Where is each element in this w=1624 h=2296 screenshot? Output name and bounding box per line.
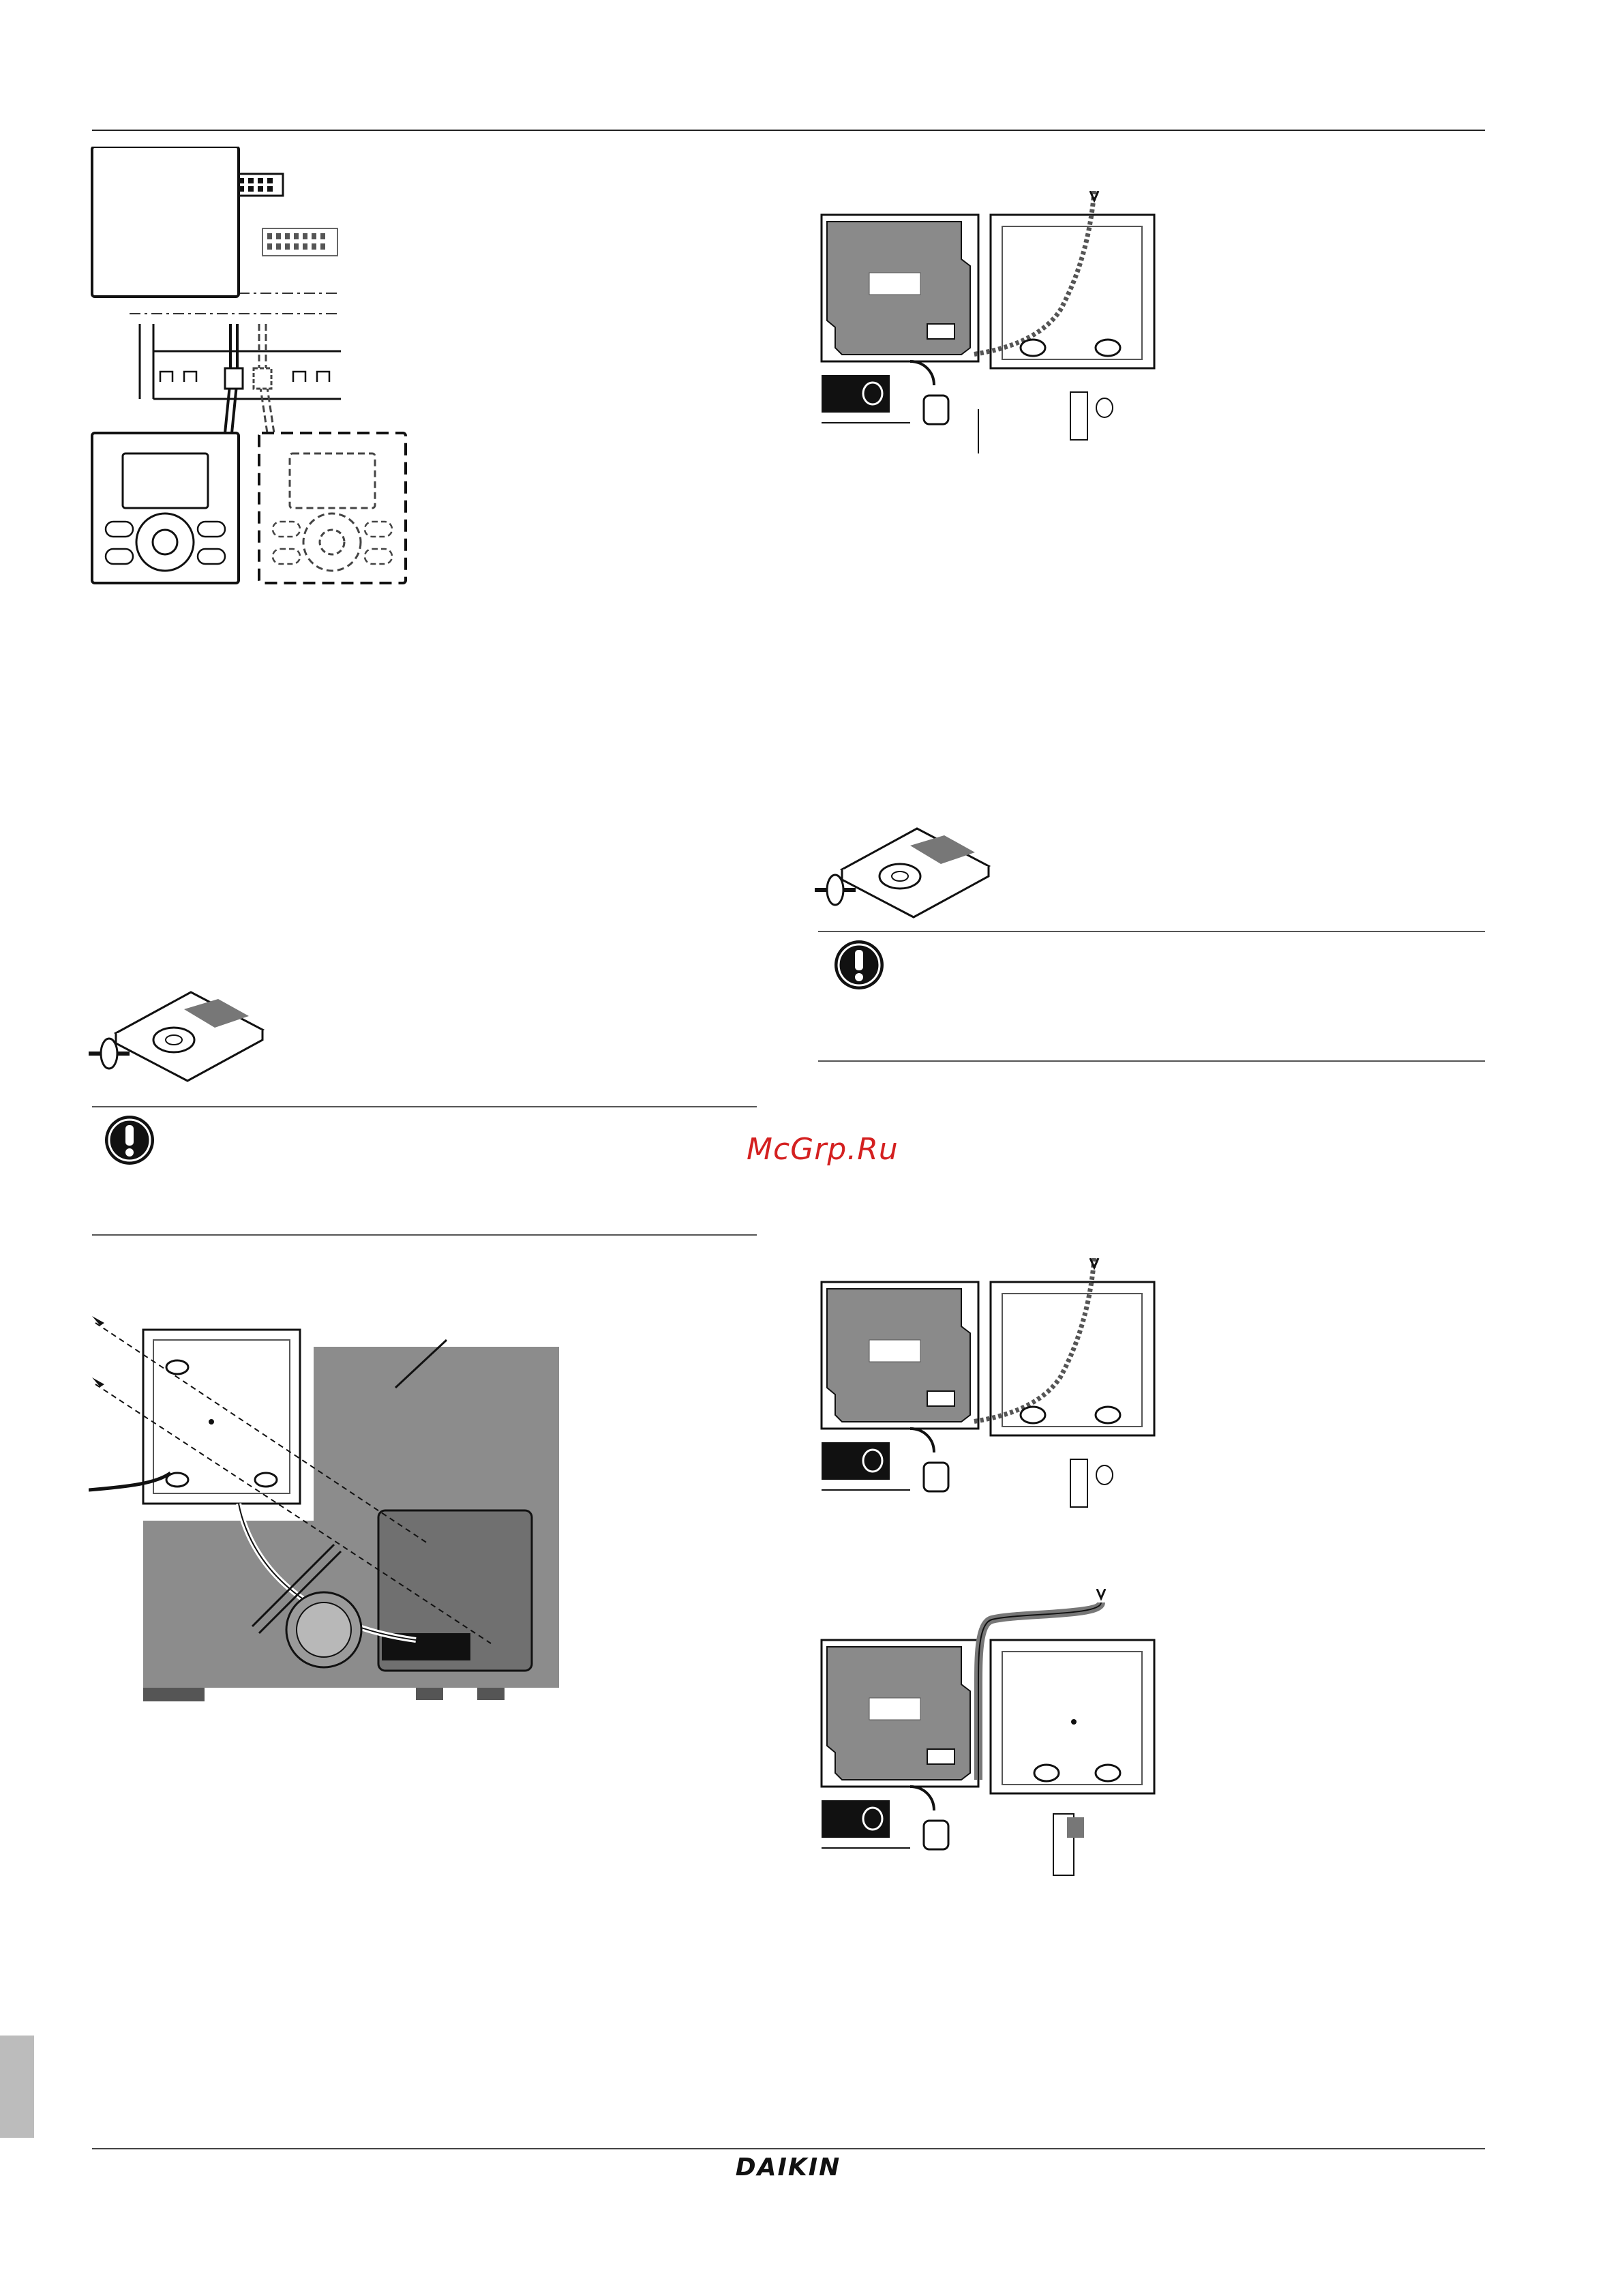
brand-name: DAIKIN [735, 2153, 841, 2181]
header-rule [92, 130, 1485, 131]
footer-rule [92, 2148, 1485, 2149]
controller-screwdriver-figure-1 [815, 822, 999, 921]
notice-rule-top-right [818, 931, 1485, 932]
daikin-logo [733, 2153, 843, 2182]
notice-rule-bottom-left [92, 1234, 757, 1236]
wall-mount-on-unit-figure [89, 1299, 566, 1722]
rear-case-wiring-figure-2 [815, 1258, 1176, 1531]
rear-case-wiring-figure-3 [815, 1589, 1176, 1882]
side-tab [0, 2036, 34, 2138]
notice-rule-top-left [92, 1106, 757, 1107]
watermark: McGrp.Ru [747, 1132, 899, 1167]
rear-case-wiring-figure-1 [815, 191, 1176, 464]
wiring-diagram-remote-controllers [89, 147, 416, 590]
notice-rule-bottom-right [818, 1060, 1485, 1062]
exclamation-icon [832, 938, 886, 992]
exclamation-icon [102, 1113, 157, 1167]
controller-screwdriver-figure-2 [89, 985, 273, 1084]
